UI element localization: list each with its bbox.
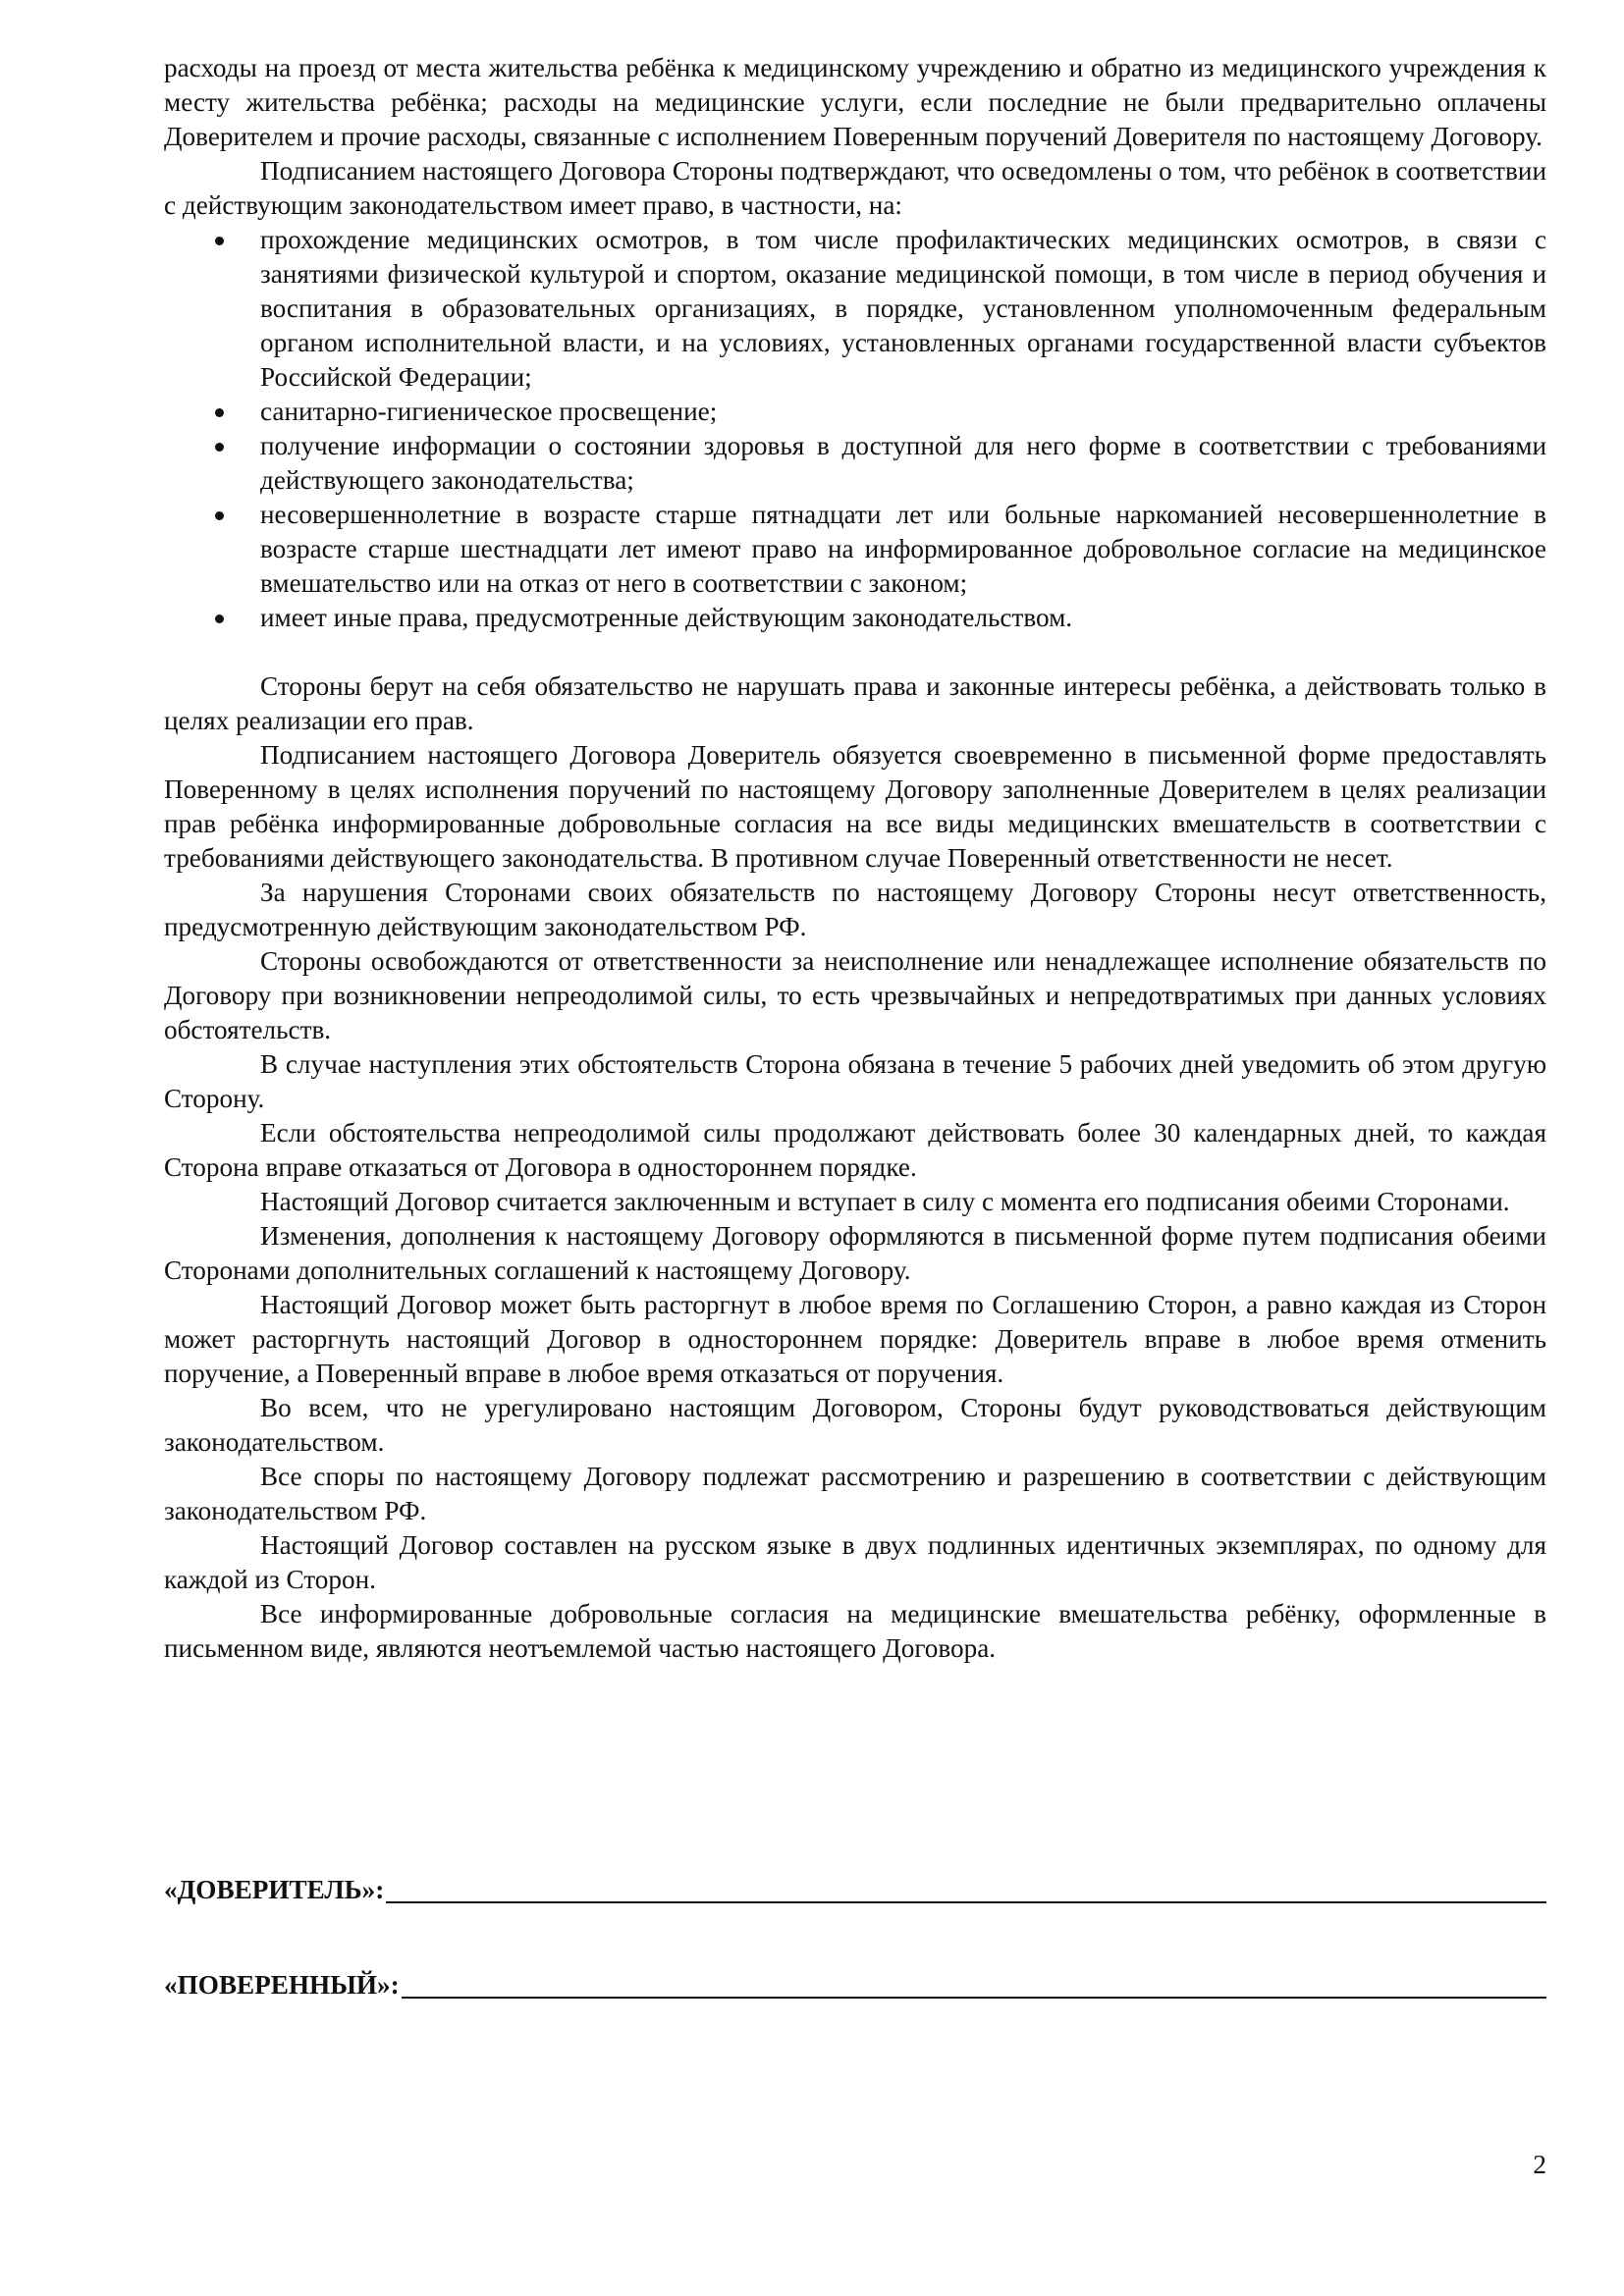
list-item	[164, 601, 1546, 635]
paragraph-disputes: Все споры по настоящему Договору подлежат рассмотрению и разрешению в соответствии с действующим законодательством РФ.	[164, 1462, 1546, 1525]
attorney-label: «ПОВЕРЕННЫЙ»:	[164, 1970, 400, 2000]
paragraph-liability: За нарушения Сторонами своих обязательств по настоящему Договору Стороны несут ответственность, предусмотренную действующим законодательством РФ.	[164, 878, 1546, 941]
list-item-text: получение информации о состоянии здоровья в доступной для него форме в соответствии с требованиями действующего законодательства;	[260, 431, 1546, 495]
principal-label: «ДОВЕРИТЕЛЬ»:	[164, 1875, 385, 1904]
bullet-icon	[215, 408, 224, 417]
list-item	[164, 429, 1546, 498]
list-item-text: санитарно-гигиеническое просвещение;	[260, 397, 718, 426]
paragraph-termination: Настоящий Договор может быть расторгнут в любое время по Соглашению Сторон, а равно каждая из Сторон может расторгнуть настоящий Договор в одностороннем порядке: Доверитель вправе в любое время отменить поручение, а Поверенный вправе в любое время отказаться от поручения.	[164, 1290, 1546, 1388]
paragraph-annexes: Все информированные добровольные согласия на медицинские вмешательства ребёнку, оформленные в письменном виде, являются неотъемлемой частью настоящего Договора.	[164, 1599, 1546, 1663]
principal-signature-line	[386, 1901, 1546, 1903]
bullet-icon	[215, 443, 224, 452]
bullet-icon	[215, 511, 224, 520]
paragraph-rights-intro: Подписанием настоящего Договора Стороны подтверждают, что осведомлены о том, что ребёнок в соответствии с действующим законодательством имеет право, в частности, на:	[164, 156, 1546, 220]
paragraph-governing-law: Во всем, что не урегулировано настоящим Договором, Стороны будут руководствоваться действующим законодательством.	[164, 1393, 1546, 1457]
list-item	[164, 395, 1546, 429]
list-item-text: несовершеннолетние в возрасте старше пятнадцати лет или больные наркоманией несовершеннолетние в возрасте старше шестнадцати лет имеют право на информированное добровольное согласие на медицинское вмешательство или на отказ от него в соответствии с законом;	[260, 500, 1546, 598]
list-item-text: имеет иные права, предусмотренные действующим законодательством.	[260, 603, 1073, 632]
attorney-signature-line	[402, 1997, 1546, 1999]
list-item	[164, 498, 1546, 601]
principal-signature-row	[164, 1873, 1546, 1907]
paragraph-copies: Настоящий Договор составлен на русском языке в двух подлинных идентичных экземплярах, по одному для каждой из Сторон.	[164, 1530, 1546, 1594]
attorney-signature-row	[164, 1968, 1546, 2002]
paragraph-expenses: расходы на проезд от места жительства ребёнка к медицинскому учреждению и обратно из медицинского учреждения к месту жительства ребёнка; расходы на медицинские услуги, если последние не были предварительно оплачены Доверителем и прочие расходы, связанные с исполнением Поверенным поручений Доверителя по настоящему Договору.	[164, 53, 1546, 151]
page-number: 2	[1533, 2150, 1546, 2179]
paragraph-force-majeure: Стороны освобождаются от ответственности за неисполнение или ненадлежащее исполнение обязательств по Договору при возникновении непреодолимой силы, то есть чрезвычайных и непредотвратимых при данных условиях обстоятельств.	[164, 946, 1546, 1044]
bullet-icon	[215, 614, 224, 623]
list-item	[164, 223, 1546, 395]
paragraph-termination-force-majeure: Если обстоятельства непреодолимой силы продолжают действовать более 30 календарных дней, то каждая Сторона вправе отказаться от Договора в одностороннем порядке.	[164, 1118, 1546, 1182]
paragraph-effective-date: Настоящий Договор считается заключенным и вступает в силу с момента его подписания обеими Сторонами.	[260, 1187, 1510, 1216]
signature-block	[164, 1873, 1546, 2002]
paragraph-obligations: Стороны берут на себя обязательство не нарушать права и законные интересы ребёнка, а действовать только в целях реализации его прав.	[164, 671, 1546, 735]
list-item-text: прохождение медицинских осмотров, в том числе профилактических медицинских осмотров, в связи с занятиями физической культурой и спортом, оказание медицинской помощи, в том числе в период обучения и воспитания в образовательных организациях, в порядке, установленном уполномоченным федеральным органом исполнительной власти, и на условиях, установленных органами государственной власти субъектов Российской Федерации;	[260, 225, 1546, 392]
paragraph-notification: В случае наступления этих обстоятельств Сторона обязана в течение 5 рабочих дней уведомить об этом другую Сторону.	[164, 1049, 1546, 1113]
bullet-icon	[215, 237, 224, 245]
rights-list	[164, 223, 1546, 635]
paragraph-consents: Подписанием настоящего Договора Доверитель обязуется своевременно в письменной форме предоставлять Поверенному в целях исполнения поручений по настоящему Договору заполненные Доверителем в целях реализации прав ребёнка информированные добровольные согласия на все виды медицинских вмешательств в соответствии с требованиями действующего законодательства. В противном случае Поверенный ответственности не несет.	[164, 740, 1546, 873]
document-body	[164, 51, 1546, 1666]
paragraph-amendments: Изменения, дополнения к настоящему Договору оформляются в письменной форме путем подписания обеими Сторонами дополнительных соглашений к настоящему Договору.	[164, 1221, 1546, 1285]
